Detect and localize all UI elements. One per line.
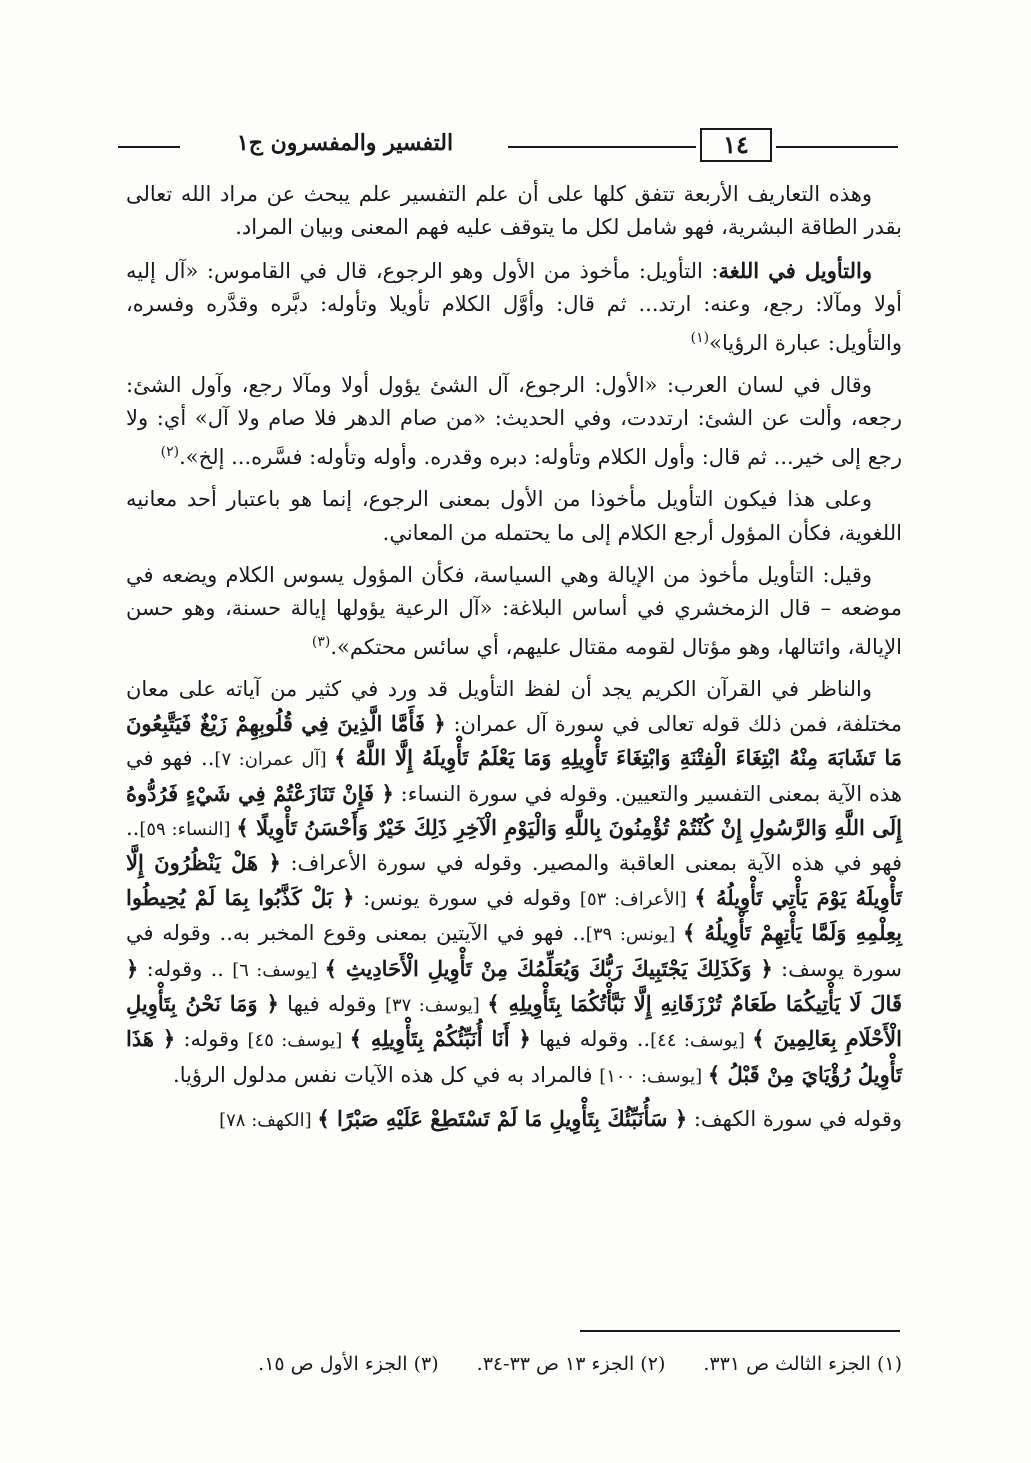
header-rule-right xyxy=(776,146,898,148)
paragraph xyxy=(126,1102,902,1137)
section-lead: والتأويل في اللغة xyxy=(718,257,872,283)
quran-verse: ﴿ فَإِنْ تَنَازَعْتُمْ فِي شَيْءٍ فَرُدُّوهُ إِلَى اللَّهِ وَالرَّسُولِ إِنْ كُنْتُمْ تُؤْمِنُونَ بِاللَّهِ وَالْيَوْمِ الْآخِرِ ذَلِكَ خَيْرٌ وَأَحْسَنُ تَأْوِيلًا ﴾ xyxy=(126,780,903,840)
paragraph-text: : التأويل: مأخوذ من الأول وهو الرجوع، قال في القاموس: «آل إليه أولا ومآلا: رجع، وعنه: ارتد... ثم قال: وأوَّل الكلام تأويلا وتأوله: دبَّره وقدَّره وفسره، والتأويل: عبارة الرؤيا» xyxy=(126,258,902,355)
paragraph-text: والناظر في القرآن الكريم يجد أن لفظ التأويل قد ورد في كثير من آياته على معان مختلفة، فمن ذلك قوله تعالى في سورة آل عمران: xyxy=(126,677,902,736)
paragraph-text: فالمراد به في كل هذه الآيات نفس مدلول الرؤيا. xyxy=(173,1062,600,1087)
verse-reference: [يوسف: ٦] xyxy=(232,959,325,981)
footnote-item: (٢) الجزء ١٣ ص ٣٣-٣٤. xyxy=(476,1353,666,1375)
verse-reference: [النساء: ٥٩] xyxy=(139,818,237,840)
quran-verse: ﴿ بَلْ كَذَّبُوا بِمَا لَمْ يُحِيطُوا بِعِلْمِهِ وَلَمَّا يَأْتِهِمْ تَأْوِيلُهُ ﴾ xyxy=(126,884,903,946)
footnote-marker: (٢) xyxy=(160,443,180,460)
footnote-marker: (١) xyxy=(690,329,710,346)
verse-reference: [يوسف: ٤٤] xyxy=(650,1030,753,1052)
paragraph-text: .. فهو في هذه الآية بمعنى العاقبة والمصير. وقوله في سورة الأعراف: xyxy=(126,815,902,876)
page-number: ١٤ xyxy=(700,128,772,162)
quran-verse: ﴿ هَذَا تَأْوِيلُ رُؤْيَايَ مِنْ قَبْلُ ﴾ xyxy=(126,1026,902,1087)
paragraph-text: وقال في لسان العرب: «الأول: الرجوع، آل الشئ يؤول أولا ومآلا رجع، وآول الشئ: رجعه، وألت عن الشئ: ارتددت، وفي الحديث: «من صام الدهر فلا صام ولا آل» أي: ولا رجع إلى خير... ثم قال: وأول الكلام وتأوله: دبره وقدره. وأوله وتأوله: فسَّره... إلخ». xyxy=(126,373,902,469)
header-rule-left xyxy=(118,146,180,148)
footnotes xyxy=(126,1350,902,1378)
verse-reference: [يونس: ٣٩] xyxy=(585,924,683,946)
header-rule-middle xyxy=(508,146,696,148)
verse-reference: [الكهف: ٧٨] xyxy=(219,1110,318,1132)
paragraph xyxy=(126,178,902,245)
paragraph-text: .. وقوله: xyxy=(138,956,233,981)
verse-reference: [يوسف: ١٠٠] xyxy=(599,1065,708,1087)
verse-reference: [يوسف: ٤٥] xyxy=(247,1030,350,1052)
paragraph-text: .. فهو في هذه الآية بمعنى التفسير والتعيين. وقوله في سورة النساء: xyxy=(126,746,902,806)
paragraph-text: وقوله فيها xyxy=(278,991,385,1016)
paragraph-text: وعلى هذا فيكون التأويل مأخوذا من الأول بمعنى الرجوع، إنما هو باعتبار أحد معانيه اللغوية، فكأن المؤول أرجع الكلام إلى ما يحتمله من المعاني. xyxy=(126,487,902,545)
main-text xyxy=(126,178,902,1147)
verse-reference: [يوسف: ٣٧] xyxy=(384,994,488,1016)
footnote-item: (٣) الجزء الأول ص ١٥. xyxy=(258,1353,439,1375)
paragraph xyxy=(126,673,902,1093)
page-header xyxy=(118,128,898,168)
footnote-item: (١) الجزء الثالث ص ٣٣١. xyxy=(703,1353,902,1375)
quran-verse: ﴿ هَلْ يَنْظُرُونَ إِلَّا تَأْوِيلَهُ يَوْمَ يَأْتِي تَأْوِيلُهُ ﴾ xyxy=(126,850,903,910)
paragraph xyxy=(126,559,902,664)
paragraph-text: وقوله في سورة يونس: xyxy=(354,885,580,910)
footnote-marker: (٣) xyxy=(311,633,331,650)
verse-reference: [آل عمران: ٧] xyxy=(214,749,335,771)
quran-verse: ﴿ أَنَا أُنَبِّئُكُمْ بِتَأْوِيلِهِ ﴾ xyxy=(349,1026,531,1052)
quran-verse: ﴿ وَمَا نَحْنُ بِتَأْوِيلِ الْأَحْلَامِ بِعَالِمِينَ ﴾ xyxy=(126,990,902,1052)
paragraph-text: وهذه التعاريف الأربعة تتفق كلها على أن علم التفسير علم يبحث عن مراد الله تعالى بقدر الطاقة البشرية، فهو شامل لكل ما يتوقف عليه فهم المعنى وبيان المراد. xyxy=(126,182,902,240)
quran-verse: ﴿ سَأُنَبِّئُكَ بِتَأْوِيلِ مَا لَمْ تَسْتَطِعْ عَلَيْهِ صَبْرًا ﴾ xyxy=(317,1106,688,1132)
footnote-separator xyxy=(580,1330,900,1332)
paragraph-text: .. وقوله فيها xyxy=(530,1027,651,1052)
paragraph xyxy=(126,483,902,550)
paragraph-text: وقوله في سورة الكهف: xyxy=(687,1107,902,1132)
paragraph-text: .. فهو في الآيتين بمعنى وقوع المخبر به.. وقوله في سورة يوسف: xyxy=(126,921,902,981)
running-title: التفسير والمفسرون ج١ xyxy=(236,130,454,156)
paragraph-text: وقيل: التأويل مأخوذ من الإيالة وهي السياسة، فكأن المؤول يسوس الكلام ويضعه في موضعه – قال الزمخشري في أساس البلاغة: «آل الرعية يؤولها إيالة حسنة، وهو حسن الإيالة، وائتالها، وهو مؤتال لقومه مقتال عليهم، أي سائس محتكم». xyxy=(126,563,902,659)
paragraph-text: وقوله: xyxy=(175,1027,248,1052)
verse-reference: [الأعراف: ٥٣] xyxy=(579,888,695,910)
quran-verse: ﴿ وَكَذَلِكَ يَجْتَبِيكَ رَبُّكَ وَيُعَلِّمُكَ مِنْ تَأْوِيلِ الْأَحَادِيثِ ﴾ xyxy=(324,955,773,981)
paragraph xyxy=(126,254,902,360)
quran-verse: ﴿ قَالَ لَا يَأْتِيكُمَا طَعَامٌ تُرْزَقَانِهِ إِلَّا نَبَّأْتُكُمَا بِتَأْوِيلِهِ ﴾ xyxy=(126,955,902,1016)
quran-verse: ﴿ فَأَمَّا الَّذِينَ فِي قُلُوبِهِمْ زَيْغٌ فَيَتَّبِعُونَ مَا تَشَابَهَ مِنْهُ ابْتِغَاءَ الْفِتْنَةِ وَابْتِغَاءَ تَأْوِيلِهِ وَمَا يَعْلَمُ تَأْوِيلَهُ إِلَّا اللَّهُ ﴾ xyxy=(126,710,902,771)
paragraph xyxy=(126,369,902,474)
